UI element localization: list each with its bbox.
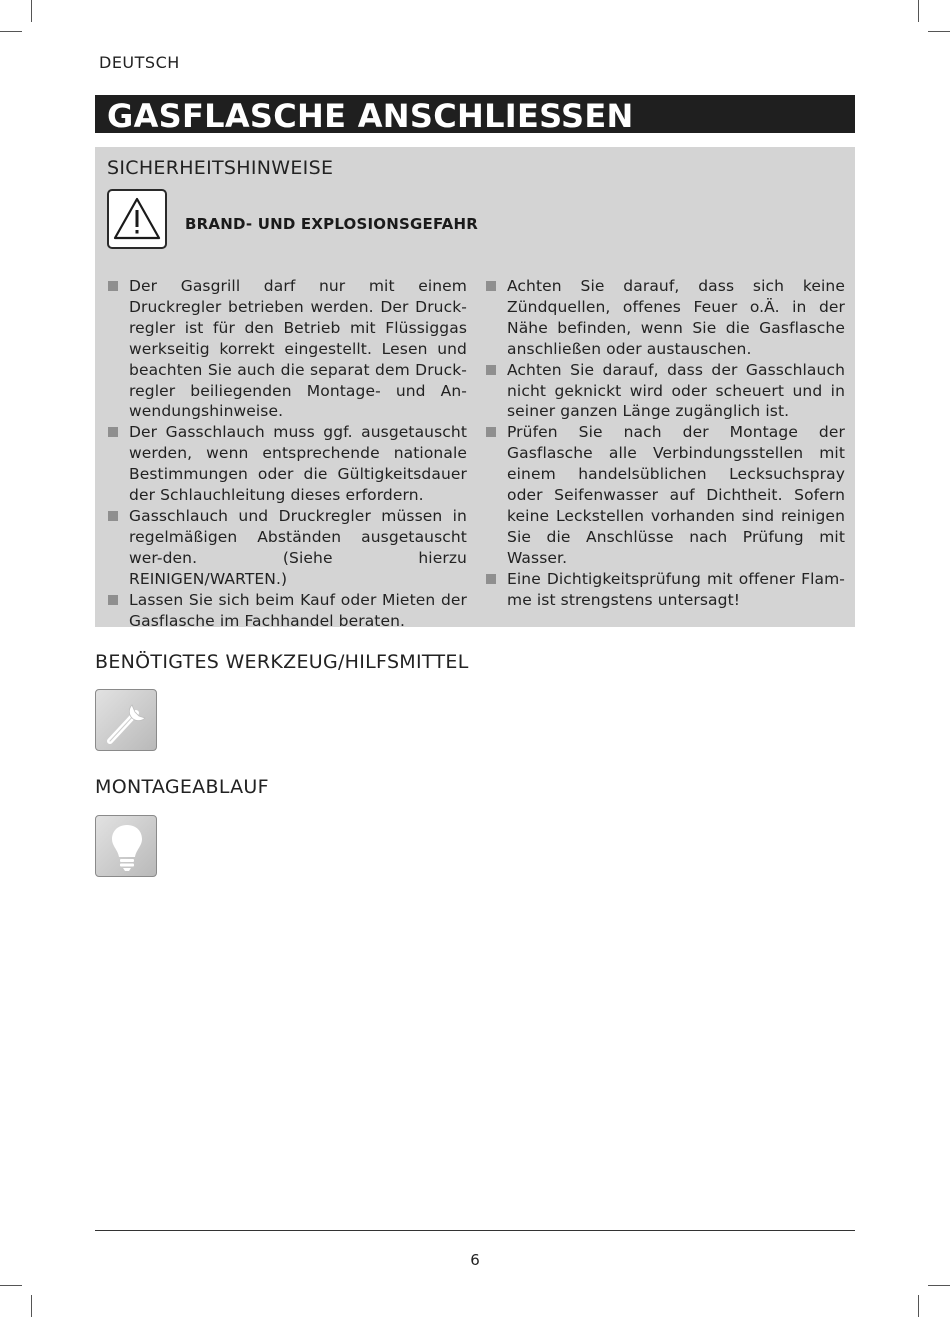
crop-mark [918, 0, 919, 22]
list-item [107, 506, 467, 590]
list-item [107, 590, 467, 632]
warning-triangle-icon [112, 196, 162, 242]
assembly-icon-tile [95, 815, 157, 877]
bullet-marker [486, 365, 496, 375]
crop-mark [928, 31, 950, 32]
bullet-marker [108, 427, 118, 437]
page-title: GASFLASCHE ANSCHLIESSEN [107, 97, 634, 135]
bullet-marker [108, 281, 118, 291]
crop-mark [918, 1295, 919, 1317]
tools-heading: BENÖTIGTES WERKZEUG/HILFSMITTEL [95, 651, 469, 673]
bullet-marker [108, 511, 118, 521]
safety-heading: SICHERHEITSHINWEISE [107, 157, 334, 179]
language-label: DEUTSCH [99, 53, 180, 72]
list-item-text: Der Gasschlauch muss ggf. ausgetauscht werden, wenn entsprechende nationale Bestimmungen oder die Gültigkeitsdauer der Schlauchleitung dieses erfordern. [129, 423, 467, 505]
crop-mark [928, 1285, 950, 1286]
page-number: 6 [470, 1251, 480, 1269]
crop-mark [31, 0, 32, 22]
title-bar [95, 95, 855, 133]
bullet-marker [486, 574, 496, 584]
warning-label: BRAND- UND EXPLOSIONSGEFAHR [185, 215, 478, 233]
list-item-text: Gasschlauch und Druckregler müssen in regelmäßigen Abständen ausgetauscht wer-den. (Siehe hierzu REINIGEN/WARTEN.) [129, 506, 467, 588]
crop-mark [0, 1285, 22, 1286]
safety-notice-box [95, 147, 855, 630]
list-item-text: Der Gasgrill darf nur mit einem Druckregler betrieben werden. Der Druck-regler ist für den Betrieb mit Flüssiggas werkseitig korrekt eingestellt. Lesen und beachten Sie auch die separat dem Druck-regler beiliegenden Montage- und An-wendungshinweise. [129, 277, 467, 421]
crop-mark [0, 31, 22, 32]
list-item [107, 422, 467, 506]
list-item [485, 422, 845, 568]
wrench-icon [96, 690, 158, 752]
list-item-text: Eine Dichtigkeitsprüfung mit offener Flam-me ist strengstens untersagt! [507, 569, 845, 609]
list-item [485, 276, 845, 360]
list-item-text: Lassen Sie sich beim Kauf oder Mieten der Gasflasche im Fachhandel beraten. [129, 590, 467, 630]
footer-divider [95, 1230, 855, 1231]
list-item-text: Achten Sie darauf, dass der Gasschlauch nicht geknickt wird oder scheuert und in seiner ganzen Länge zugänglich ist. [507, 360, 845, 421]
bullet-marker [486, 281, 496, 291]
bullet-marker [486, 427, 496, 437]
lightbulb-icon [96, 816, 158, 878]
list-item [485, 360, 845, 423]
safety-list-left [107, 276, 467, 631]
crop-mark [31, 1295, 32, 1317]
assembly-heading: MONTAGEABLAUF [95, 776, 269, 798]
safety-list-right [485, 276, 845, 611]
tools-icon-tile [95, 689, 157, 751]
bullet-marker [108, 595, 118, 605]
list-item-text: Prüfen Sie nach der Montage der Gasflasche alle Verbindungsstellen mit einem handelsüblichen Lecksuchspray oder Seifenwasser auf Dichtheit. Sofern keine Leckstellen vorhanden sind reinigen Sie die Anschlüsse nach Prüfung mit Wasser. [507, 423, 845, 567]
warning-icon-frame [107, 189, 167, 249]
list-item-text: Achten Sie darauf, dass sich keine Zündquellen, offenes Feuer o.Ä. in der Nähe befinden, wenn Sie die Gasflasche anschließen oder austauschen. [507, 277, 845, 358]
list-item [107, 276, 467, 422]
list-item [485, 569, 845, 611]
